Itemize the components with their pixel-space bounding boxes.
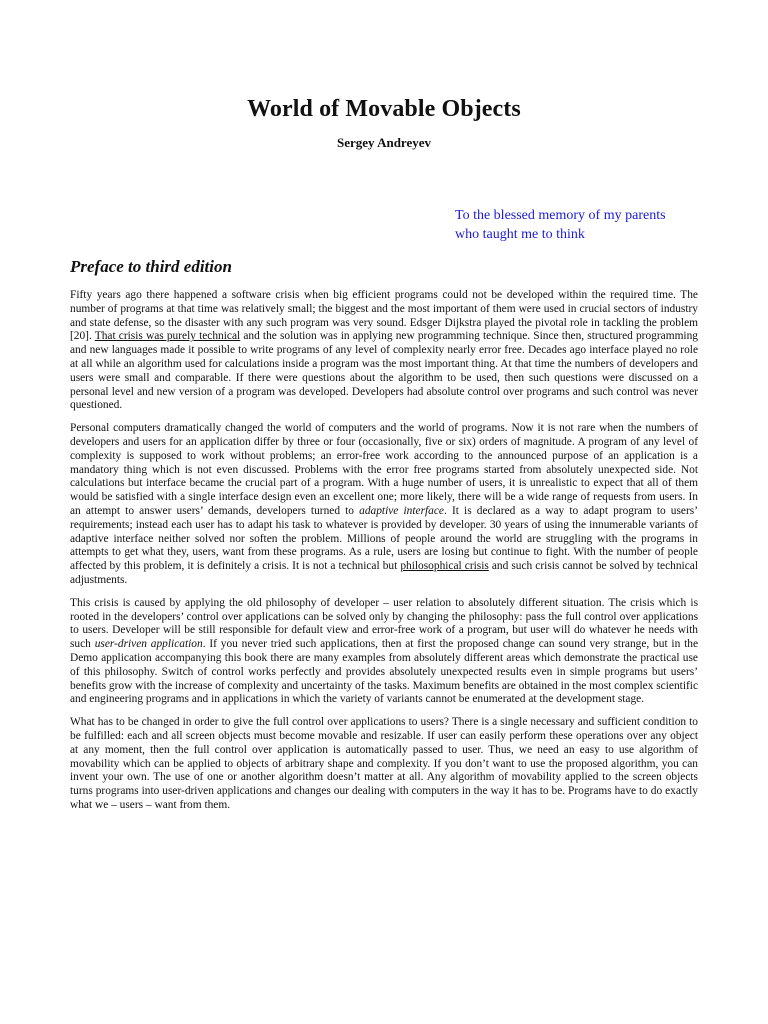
dedication <box>455 206 755 244</box>
paragraph-2-text-b: . It is declared as a way to adapt program to users’ requirements; instead each user has to adapt his task to whatever is provided by developer. 30 years of using the innumerable variants of adaptive interface neither solved nor soften the problem. Millions of people around the world are struggling with the programs in attempts to get what they, users, want from these programs. As a rule, users are losing but continue to fight. With the number of people affected by this problem, it is definitely a crisis. It is not a technical but <box>70 504 699 573</box>
paragraph-1-underlined-phrase: That crisis was purely technical <box>94 330 241 343</box>
author-name: Sergey Andreyev <box>337 135 431 150</box>
paragraph-3-text-a: This crisis is caused by applying the old philosophy of developer – user relation to absolutely different situation. The crisis which is rooted in the developers’ control over applications can be solved only by changing the philosophy: pass the full control over applications to users. Developer will be still responsible for default view and error-free work of a program, but user will do whatever he needs with such <box>70 596 698 651</box>
paragraph-3-text-b: . If you never tried such applications, then at first the proposed change can sound very strange, but in the Demo application accompanying this book there are many examples from absolutely different areas which demonstrate the practical use of this philosophy. Switch of control works perfectly and provides absolutely unexpected results even in simple programs but users’ benefits grow with the increase of complexity and uncertainty of the tasks. Maximum benefits are obtained in the most complex scientific and engineering programs and in applications in which the variety of variants cannot be enumerated at the development stage. <box>70 638 699 706</box>
paragraph-2-text-c: and such crisis cannot be solved by technical adjustments. <box>70 560 698 586</box>
paragraph-1-text-b: and the solution was in applying new programming technique. Since then, structured programming and new languages made it possible to write programs of any level of complexity nearly error free. Decades ago interface played no role at all while an algorithm used for calculations inside a program was the most important thing. At that time the numbers of developers and users were small and comparable. If there were questions about the algorithm to be used, then such questions were discussed on a personal level and new version of a program was developed. Developers had absolute control over programs and such control was never questioned. <box>70 330 698 412</box>
dedication-line-1: To the blessed memory of my parents <box>455 208 666 223</box>
paragraph-2 <box>70 422 698 588</box>
paragraph-2-italic-term: adaptive interface <box>359 504 444 517</box>
paragraph-1-text-a: Fifty years ago there happened a software crisis when big efficient programs could not be developed within the required time. The number of programs at that time was relatively small; the biggest and the most important of them were used in crucial sectors of industry and state defense, so the disaster with any such program was very sound. Edsger Dijkstra played the pivotal role in tackling the problem [20]. <box>70 289 698 343</box>
section-heading: Preface to third edition <box>70 257 232 276</box>
paragraph-1 <box>70 289 698 413</box>
document-body <box>70 289 698 822</box>
paragraph-4: What has to be changed in order to give the full control over applications to users? There is a single necessary and sufficient condition to be fulfilled: each and all screen objects must become movable and resizable. If user can easily perform these operations over any object at any moment, then the full control over application is automatically passed to user. Thus, we need an easy to use algorithm of movability which can be applied to objects of arbitrary shape and complexity. If you don’t want to use the proposed algorithm, you can invent your own. The use of one or another algorithm doesn’t matter at all. Any algorithm of movability applied to the screen objects turns programs into user-driven applications and changes our dealing with computers in the way it has to be. Programs have to do exactly what we – users – want from them. <box>70 716 698 811</box>
paragraph-2-underlined-phrase: philosophical crisis <box>400 560 489 573</box>
document-title: World of Movable Objects <box>247 96 521 122</box>
dedication-line-2: who taught me to think <box>455 227 585 242</box>
paragraph-3-italic-term: user-driven application <box>94 638 203 651</box>
paragraph-2-text-a: Personal computers dramatically changed the world of computers and the world of programs. Now it is not rare when the numbers of developers and users for an application differ by three or four (occasionally, five or six) orders of magnitude. A program of any level of complexity is supposed to work without problems; an error-free work according to the announced purpose of an application is a mandatory thing which is not even discussed. Problems with the error free programs started from absolutely unexpected side. Not calculations but interface became the crucial part of a program. With a huge number of users, it is unrealistic to expect that all of them would be satisfied with a single interface design even an excellent one; more likely, there will be a wide range of requests from users. In an attempt to answer users’ demands, developers turned to <box>70 422 698 517</box>
paragraph-3 <box>70 597 698 707</box>
